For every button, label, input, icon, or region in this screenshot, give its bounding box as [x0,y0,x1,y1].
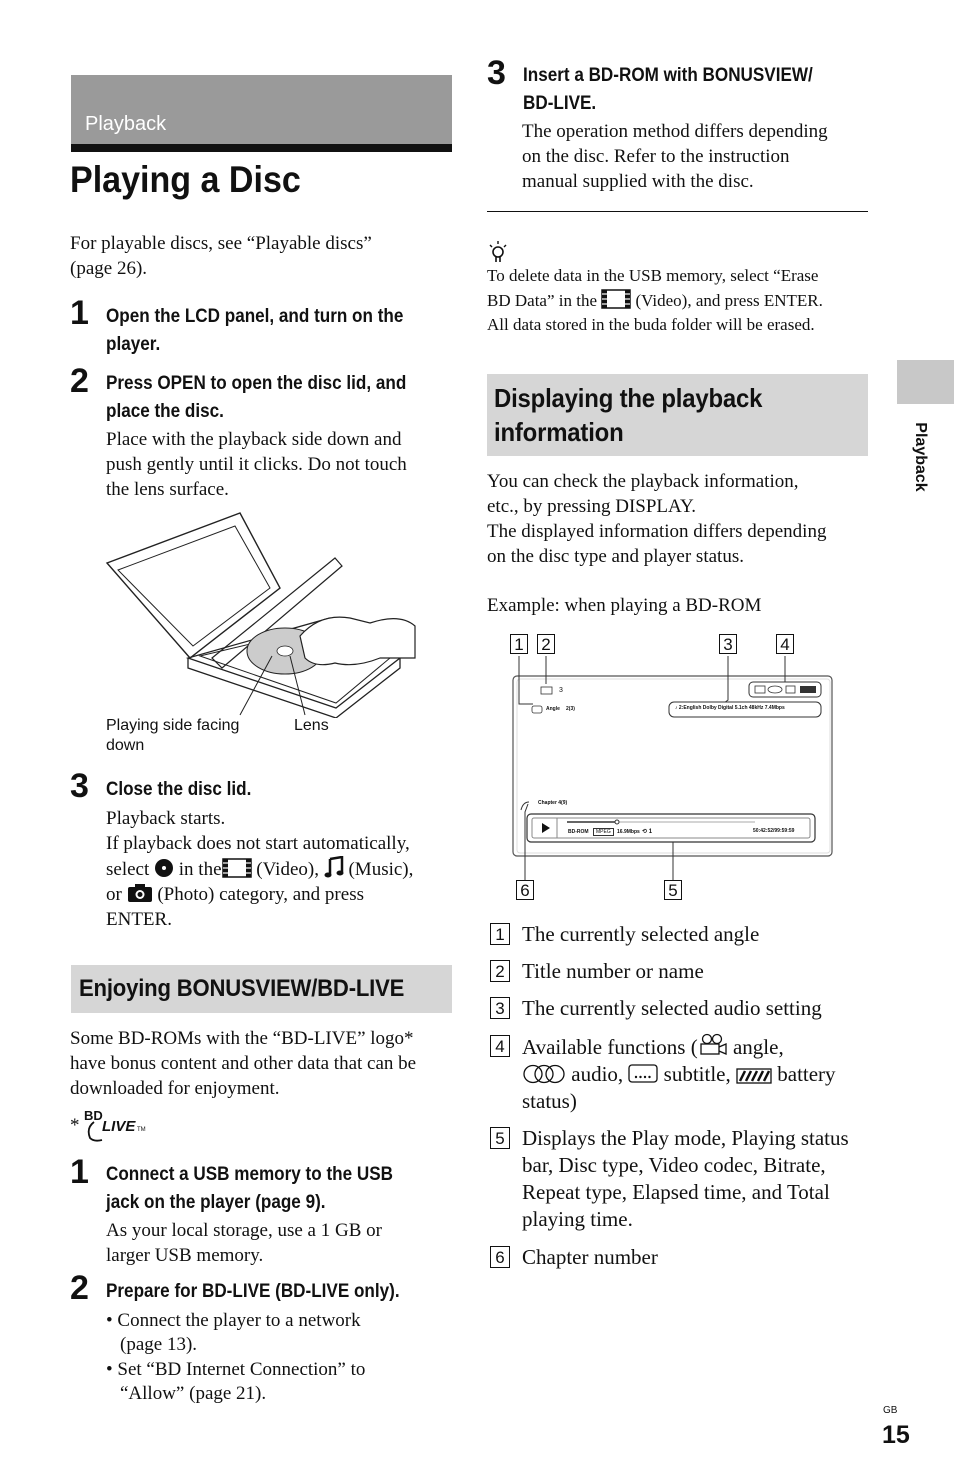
subtitle-icon [628,1064,658,1084]
video-icon [601,289,631,309]
display-example-label: Example: when playing a BD-ROM [487,595,762,616]
intro-text: For playable discs, see “Playable discs” (page 26). [70,233,372,279]
step-1-number: 1 [70,294,89,332]
step-1-title: Open the LCD panel, and turn on the player. [106,306,404,355]
audio-icon [522,1064,566,1084]
step-3-number: 3 [70,767,89,805]
right-step-3-title: Insert a BD-ROM with BONUSVIEW/ BD-LIVE. [523,65,813,114]
illustration-caption-right: Lens [294,717,329,734]
bd-live-logo-live: LIVE [102,1118,136,1135]
bonus-step-2-number: 2 [70,1269,89,1307]
right-step-3-body: The operation method differs depending on the disc. Refer to the instruction manual supplied with the disc. [522,121,828,192]
callout-5: 5 [664,880,682,900]
callout-4: 4 [776,634,794,654]
legend-item-2: 2 Title number or name [487,958,867,985]
step-2-number: 2 [70,362,89,400]
screen-codec: MPEG [593,828,614,836]
illustration-caption-left: Playing side facing down [106,717,240,754]
callout-leader-lines [505,632,835,907]
legend-item-3: 3 The currently selected audio setting [487,995,867,1022]
playback-screen-diagram [505,632,835,907]
bonus-step-1-number: 1 [70,1153,89,1191]
screen-repeat: ⟲ 1 [642,829,653,835]
right-step-3-number: 3 [487,54,506,92]
bonus-section-body: Some BD-ROMs with the “BD-LIVE” logo* have bonus content and other data that can be downloaded for enjoyment. [70,1028,417,1099]
screen-bitrate: 16.9Mbps [617,829,640,835]
callout-1: 1 [510,634,528,654]
battery-icon [736,1068,772,1084]
screen-angle-label: Angle [546,706,560,712]
video-icon [222,858,252,878]
bonus-step-2-title: Prepare for BD-LIVE (BD-LIVE only). [106,1281,400,1302]
legend-item-6: 6 Chapter number [487,1244,867,1271]
bonus-bullet-1: • Connect the player to a network (page 13). [106,1310,361,1355]
callout-2: 2 [537,634,555,654]
bonus-step-1-title: Connect a USB memory to the USB jack on the player (page 9). [106,1164,393,1213]
side-tab-label: Playback [912,422,929,492]
legend-item-5: 5 Displays the Play mode, Playing status bar, Disc type, Video codec, Bitrate, Repeat type, Elapsed time, and Total playing time. [487,1125,867,1233]
bonus-section-title: Enjoying BONUSVIEW/BD-LIVE [79,975,405,1002]
screen-title-number: 3 [559,687,563,694]
page-number: 15 [882,1421,910,1449]
screen-chapter: Chapter 4(9) [538,800,568,806]
angle-icon [698,1033,728,1057]
disc-icon [154,858,174,878]
section-header-label: Playback [85,113,167,135]
photo-icon [127,883,153,903]
disc-insert-illustration [100,508,430,718]
step-3-title: Close the disc lid. [106,779,252,800]
music-icon [324,856,344,878]
screen-angle-value: 2(3) [566,706,575,712]
legend-item-4: 4 Available functions ( angle, audio, subtitle, battery status) [487,1033,867,1115]
bonus-step-1-body: As your local storage, use a 1 GB or larger USB memory. [106,1220,382,1266]
tip-lightbulb-icon [487,240,509,264]
footer-region: GB [883,1405,898,1416]
legend-item-1: 1 The currently selected angle [487,921,867,948]
screen-disc-type: BD-ROM [568,829,589,835]
page-title: Playing a Disc [70,159,301,200]
bd-live-logo-bd: BD [84,1108,103,1123]
side-tab-block [897,360,954,404]
tip-divider [487,211,868,212]
step-2-title: Press OPEN to open the disc lid, and place the disc. [106,373,407,422]
callout-3: 3 [719,634,737,654]
callout-6: 6 [516,880,534,900]
display-section-title: Displaying the playback information [494,383,763,447]
bonus-bullet-2: • Set “BD Internet Connection” to “Allow” (page 21). [106,1359,366,1404]
section-header-rule [71,144,452,152]
step-3-body: Playback starts. If playback does not start automatically, select in the (Video), (Music), or (Photo) category, and press ENTER. [106,808,414,930]
screen-audio-info: ♪ 2:English Dolby Digital 5.1ch 48kHz 7.4Mbps [675,705,785,711]
screen-time: 50:42:52/99:59:59 [753,828,795,834]
tip-text: To delete data in the USB memory, select “Erase BD Data” in the (Video), and press ENTER. All data stored in the buda folder will be erased. [487,266,823,334]
step-2-body: Place with the playback side down and push gently until it clicks. Do not touch the lens surface. [106,429,407,500]
bd-live-logo-note: * BD LIVE TM [70,1108,160,1144]
display-section-body: You can check the playback information, etc., by pressing DISPLAY. The displayed information differs depending on the disc type and player status. [487,471,827,567]
bd-live-logo-tm: TM [137,1127,146,1133]
